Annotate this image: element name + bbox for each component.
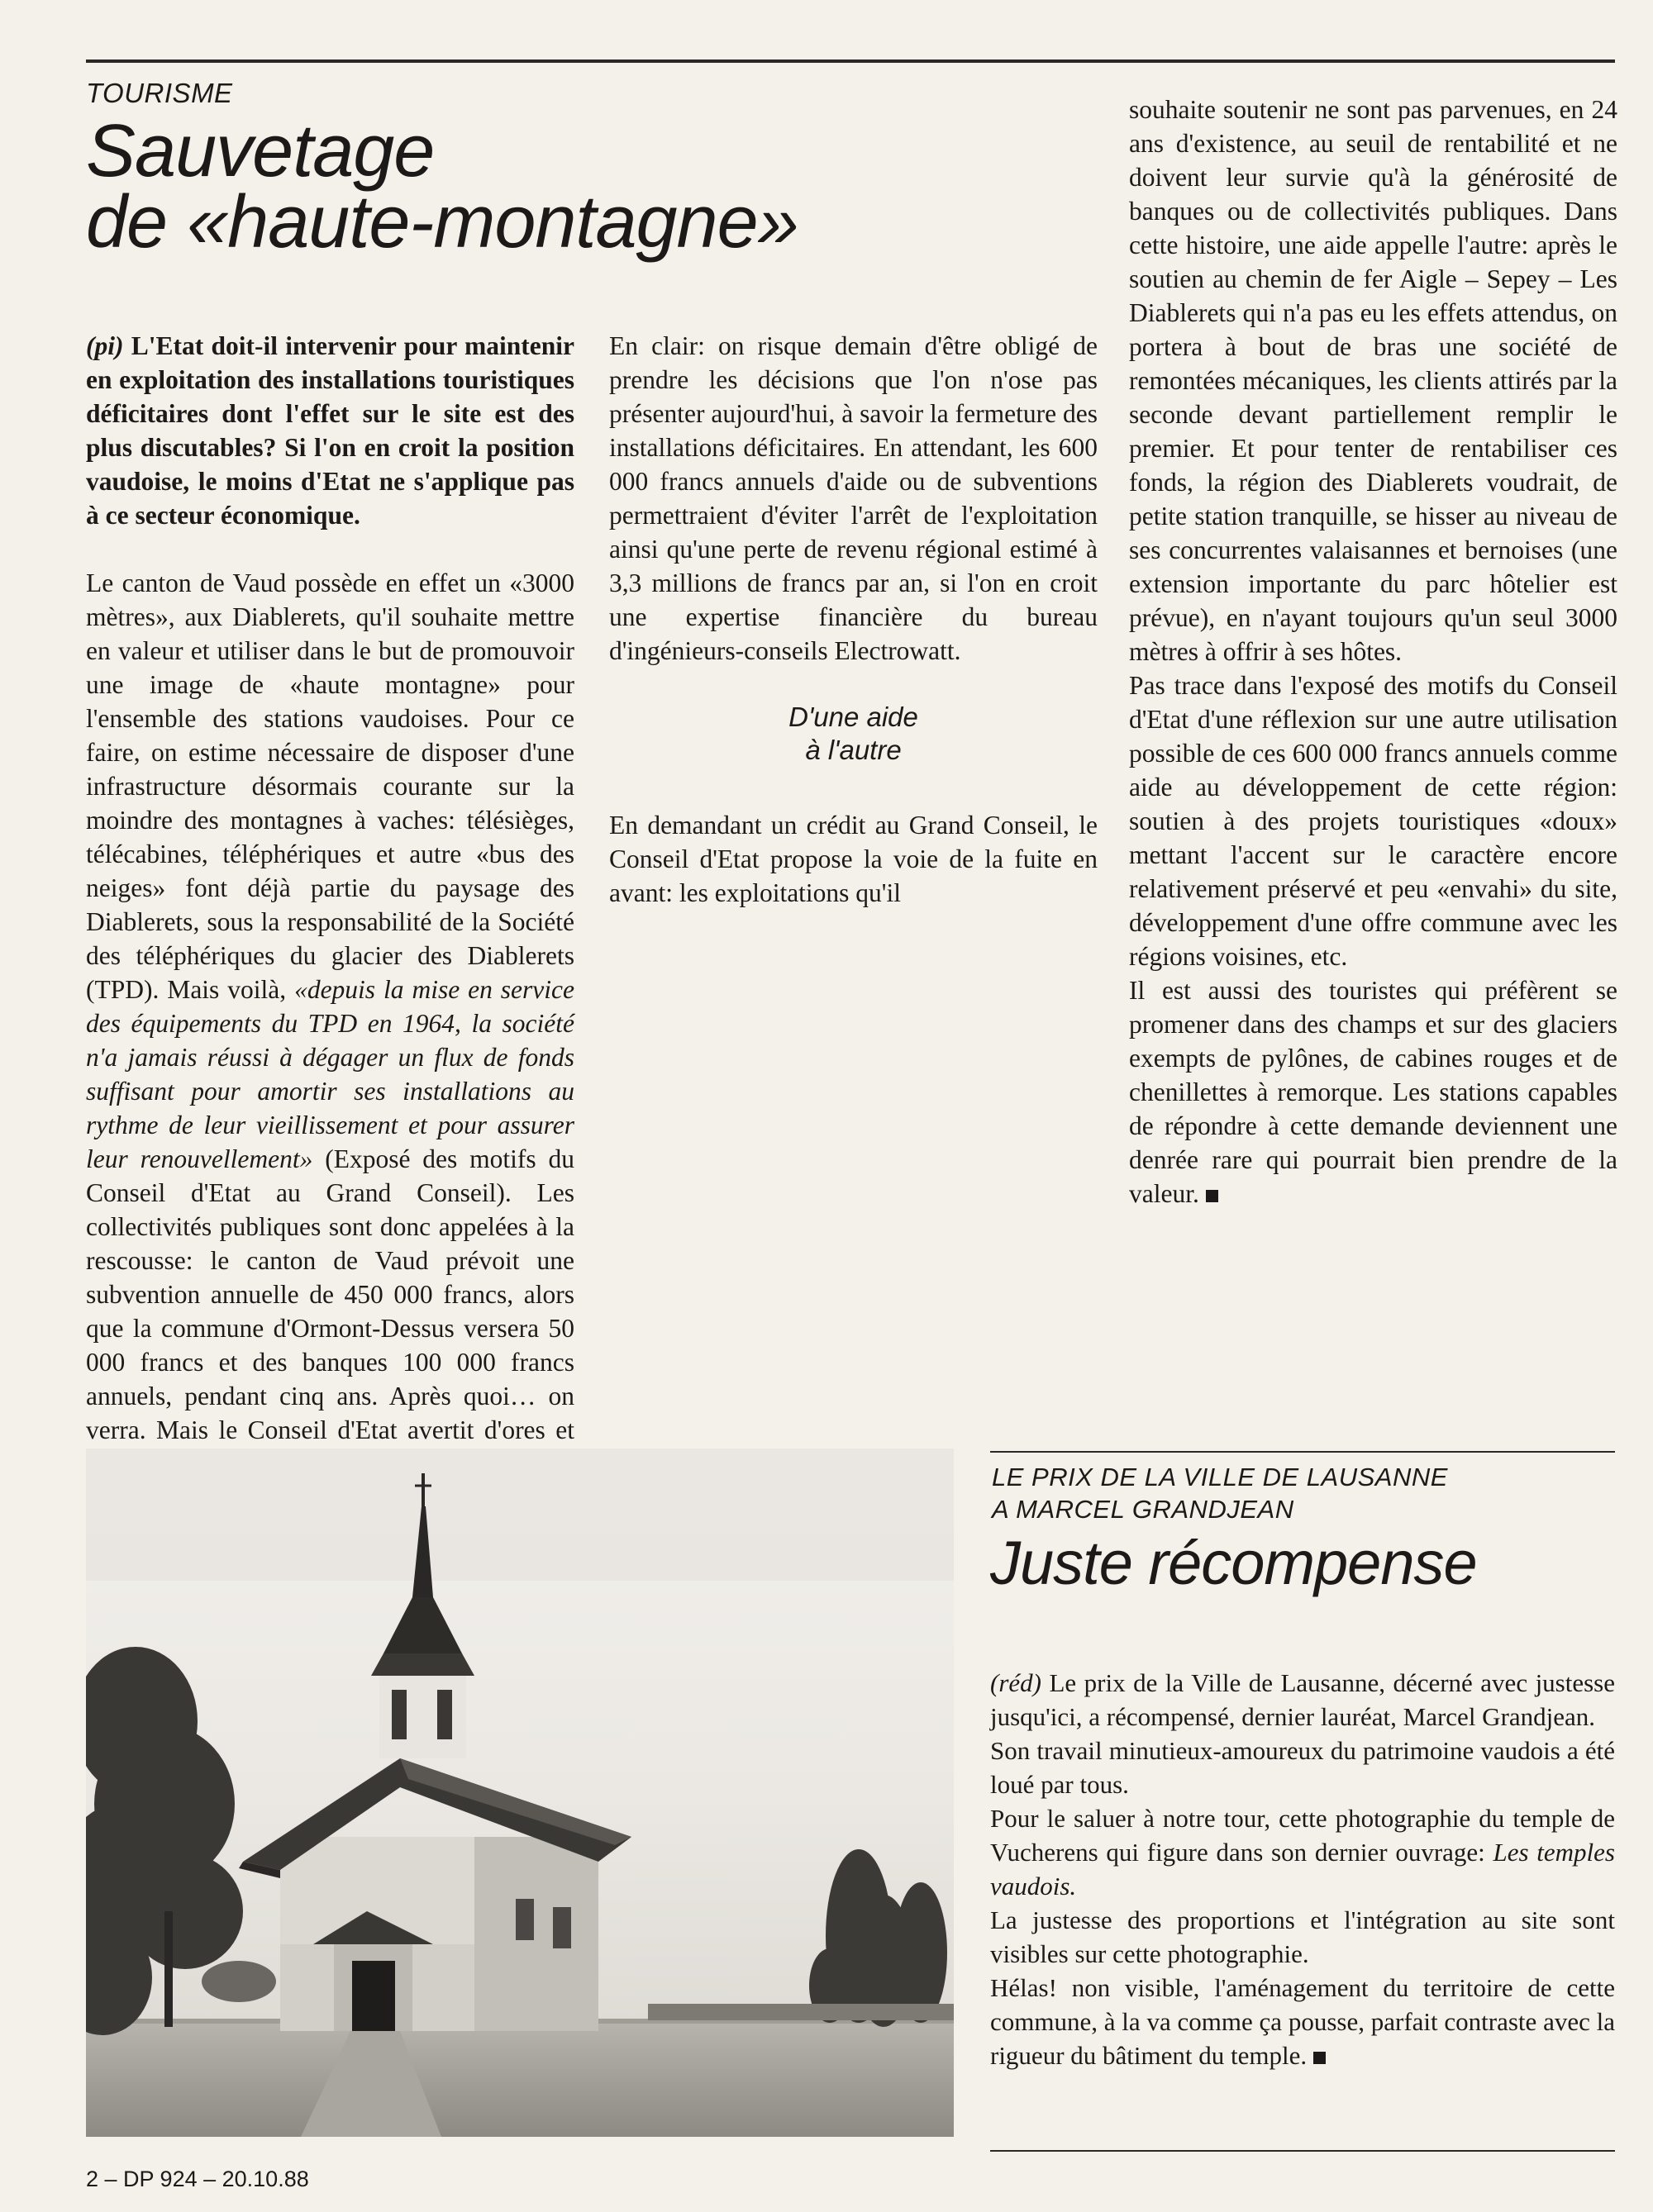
article1-p1-quote: «depuis la mise en service des équipements du TPD en 1964, la société n'a jamais réussi à dégager un flux de fonds suffisant pour amortir ses installations au rythme de leur vieillissement et pour assurer leur renouvellement» [86,975,574,1173]
article2-author: (réd) [990,1668,1041,1697]
article2-top-rule [990,1451,1615,1453]
article2-p3-book: Les temples vaudois. [990,1838,1615,1900]
article1-paragraph-3: En demandant un crédit au Grand Conseil, le Conseil d'Etat propose la voie de la fuite en avant: les exploitations qu'il [609,811,1098,907]
article1-kicker: TOURISME [86,78,233,108]
article1-paragraph-2: En clair: on risque demain d'être obligé de prendre les décisions que l'on n'ose pas présenter aujourd'hui, à savoir la fermeture des installations déficitaires. En attendant, les 600 000 francs annuels d'aide ou de subventions permettraient d'éviter l'arrêt de l'exploitation ainsi qu'une perte de revenu régional estimé à 3,3 millions de francs par an, si l'on en croit une expertise financière du bureau d'ingénieurs-conseils Electrowatt. [609,331,1098,665]
article1-subhead-line1: D'une aide [788,702,918,732]
top-rule [86,59,1615,63]
article1-p1-text: Le canton de Vaud possède en effet un «3000 mètres», aux Diablerets, qu'il souhaite mettre en valeur et utiliser dans le but de promouvoir une image de «haute montagne» pour l'ensemble des stations vaudoises. Pour ce faire, on estime nécessaire de disposer d'une infrastructure désormais courante sur la moindre des montagnes à vaches: télésièges, télécabines, téléphériques et autre «bus des neiges» font déjà partie du paysage des Diablerets, sous la responsabilité de la Société des téléphériques du glacier des Diablerets (TPD). Mais voilà, [86,568,574,1004]
article2-kicker [992,1461,1448,1525]
article2-paragraph-1 [990,1666,1615,1734]
article2-paragraph-4: La justesse des proportions et l'intégration au site sont visibles sur cette photographie. [990,1905,1615,1968]
article2-paragraph-5 [990,1971,1615,2072]
article2-paragraph-3 [990,1801,1615,1903]
article1-paragraph-1 [86,566,574,1582]
article1-subhead [609,701,1098,767]
article1-column-2 [609,329,1098,910]
article1-lead [86,329,574,532]
end-mark-icon [1206,1190,1218,1202]
article1-paragraph-5 [1129,973,1617,1211]
article1-title-line2: de «haute-montagne» [86,181,798,264]
article2-p5-text: Hélas! non visible, l'aménagement du territoire de cette commune, à la va comme ça pousse, parfait contraste avec la rigueur du bâtiment du temple. [990,1973,1615,2070]
article1-column-3 [1129,93,1617,1211]
article2-body [990,1666,1615,2072]
article2-title: Juste récompense [990,1529,1477,1597]
end-mark-icon [1313,2052,1326,2064]
article1-paragraph-3-continued: souhaite soutenir ne sont pas parvenues, en 24 ans d'existence, au seuil de rentabilité et ne doivent leur survie qu'à la générosité de banques ou de collectivités publiques. Dans cette histoire, une aide appelle l'autre: après le soutien au chemin de fer Aigle – Sepey – Les Diablerets qui n'a pas eu les effets attendus, on portera à bout de bras une société de remontées mécaniques, les clients attirés par la seconde devant partiellement remplir le premier. Et pour tenter de rentabiliser ces fonds, la région des Diablerets voudrait, de petite station tranquille, se hisser au niveau de ses concurrentes valaisannes et bernoises (une extension importante du parc hôtelier est prévue), en n'ayant toujours qu'un seul 3000 mètres à offrir à ses hôtes. [1129,95,1617,666]
article2-kicker-line2: A MARCEL GRANDJEAN [992,1495,1294,1524]
article1-title [86,110,1119,264]
article1-p1-tail: (Exposé des motifs du Conseil d'Etat au Grand Conseil). Les collectivités publiques sont donc appelées à la rescousse: le canton de Vaud prévoit une subvention annuelle de 450 000 francs, alors que la commune d'Ormont-Dessus versera 50 000 francs et des banques 100 000 francs annuels, pendant cinq ans. Après quoi… on verra. Mais le Conseil d'Etat avertit d'ores et [86,1144,574,1444]
article1-lead-text: L'Etat doit-il intervenir pour maintenir en exploitation des installations touristiques déficitaires dont l'effet sur le site est des plus discutables? Si l'on en croit la position vaudoise, le moins d'Etat ne s'applique pas à ce secteur économique. [86,331,574,530]
article1-subhead-line2: à l'autre [805,735,902,765]
page-footer: 2 – DP 924 – 20.10.88 [86,2167,309,2191]
temple-photo [86,1449,954,2137]
article2-paragraph-2: Son travail minutieux-amoureux du patrimoine vaudois a été loué par tous. [990,1736,1615,1799]
article1-lead-author: (pi) [86,331,124,360]
article2-p3-text: Pour le saluer à notre tour, cette photographie du temple de Vucherens qui figure dans son dernier ouvrage: [990,1804,1615,1867]
article2-bottom-rule [990,2150,1615,2152]
article1-column-1 [86,329,574,1582]
article1-title-line1: Sauvetage [86,110,435,193]
article2-kicker-line1: LE PRIX DE LA VILLE DE LAUSANNE [992,1463,1448,1491]
article2-p1-text: Le prix de la Ville de Lausanne, décerné avec justesse jusqu'ici, a récompensé, dernier lauréat, Marcel Grandjean. [990,1668,1615,1731]
article1-p5-text: Il est aussi des touristes qui préfèrent se promener dans des champs et sur des glaciers exempts de pylônes, de cabines rouges et de chenillettes à remorque. Les stations capables de répondre à cette demande deviennent une denrée rare qui pourrait bien prendre de la valeur. [1129,976,1617,1208]
article1-paragraph-4: Pas trace dans l'exposé des motifs du Conseil d'Etat d'une réflexion sur une autre utilisation possible de ces 600 000 francs annuels comme aide au développement de cette région: soutien à des projets touristiques «doux» mettant l'accent sur le caractère encore relativement préservé et peu «envahi» du site, développement d'une offre commune avec les régions voisines, etc. [1129,671,1617,971]
